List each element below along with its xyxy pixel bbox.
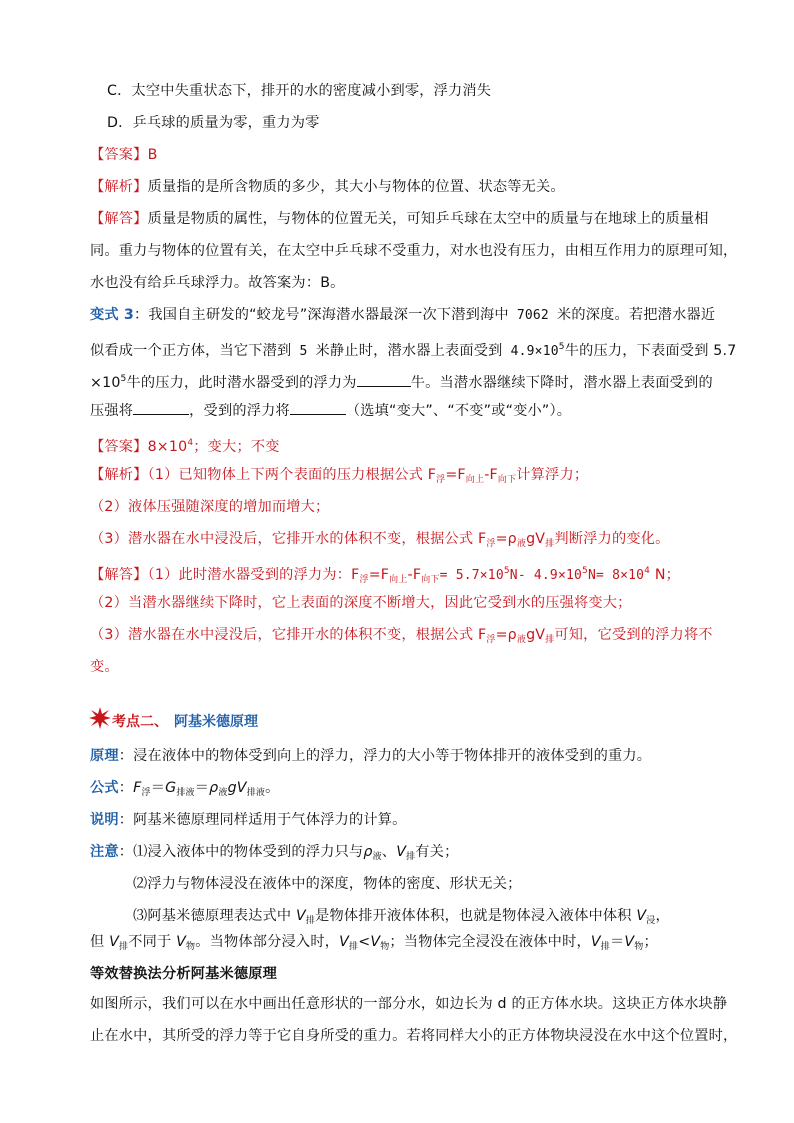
text: 牛。当潜水器继续下降时，潜水器上表面受到的 [410, 375, 713, 391]
text: V [370, 934, 381, 950]
text: 是物体排开液体体积，也就是物体浸入液体中体积 [315, 908, 632, 924]
answer-value: ；变大；不变 [193, 439, 280, 455]
text: ＝ [150, 780, 166, 796]
text: V [171, 934, 187, 950]
text: = 5.7×10 [439, 568, 504, 583]
text: ρ [209, 780, 219, 796]
text: N= 8×10 [587, 568, 645, 583]
text: ；当物体完全浸没在液体中时， [389, 934, 591, 950]
text: 向下 [497, 475, 517, 485]
text: V [396, 844, 407, 860]
variant3-answer-line [90, 433, 710, 457]
text: -F [407, 567, 422, 583]
variant3-line-4 [90, 401, 710, 421]
text: < [358, 934, 371, 950]
text: 有关； [415, 844, 459, 860]
text: 排 [545, 635, 555, 645]
text: ，受到的浮力将 [189, 403, 290, 419]
text: 浮 [141, 788, 151, 798]
text: 5 [120, 374, 127, 384]
answer-tag: 【答案】 [90, 439, 148, 455]
text: （选填“变大”、“不变”或“变小”）。 [345, 403, 572, 419]
solution-tag: 【解答】 [90, 211, 148, 227]
answer-blank-3[interactable] [290, 414, 346, 415]
text: =F [368, 567, 390, 583]
variant3-solution-2: （2）当潜水器继续下降时，它上表面的深度不断增大，因此它受到水的压强将变大； [90, 595, 632, 611]
text: 4.9×10 [502, 344, 559, 359]
text: V [590, 934, 601, 950]
text: 判断浮力的变化。 [554, 531, 670, 547]
text: ＝ [609, 934, 625, 950]
text: 米静止时，潜水器上表面受到 [315, 343, 503, 359]
principle-tag: 原理 [90, 748, 119, 764]
answer-tag: 【答案】 [90, 147, 148, 163]
text: ⑶阿基米德原理表达式中 [133, 908, 292, 924]
note-tag: 说明 [90, 812, 119, 828]
text: 。当物体部分浸入时， [195, 934, 340, 950]
answer-value: 4 [187, 438, 194, 448]
text: 似看成一个正方体，当它下潜到 [90, 343, 292, 359]
text: 、 [381, 844, 397, 860]
variant3-solution-3 [90, 625, 713, 650]
text: 浮 [486, 635, 496, 645]
text: ＝ [194, 780, 210, 796]
text: N； [650, 567, 681, 583]
text: （1）此时潜水器受到的浮力为：F [147, 567, 360, 583]
text: V [291, 908, 306, 924]
text: =ρ [495, 627, 517, 643]
text: 。 [265, 780, 280, 796]
text: 液 [516, 635, 527, 645]
text: 压强将 [90, 403, 134, 419]
text: 浸 [646, 916, 656, 926]
solution-line-3: 水也没有给乒乓球浮力。故答案为：B。 [90, 275, 345, 291]
text: ：浸在液体中的物体受到向上的浮力，浮力的大小等于物体排开的液体受到的重力。 [118, 748, 652, 764]
text: 5 [582, 566, 588, 576]
attention-line-3 [133, 906, 753, 931]
variant3-analysis-3 [90, 529, 710, 554]
text: 5 [291, 344, 316, 359]
answer-blank-1[interactable] [357, 386, 411, 387]
text: ： [118, 780, 134, 796]
burst-star-icon [89, 707, 111, 729]
text: ； [643, 934, 658, 950]
answer-line [90, 145, 710, 165]
paragraph-line-2: 止在水中，其所受的浮力等于它自身所受的重力。若将同样大小的正方体物块浸没在水中这个位置时， [90, 1028, 738, 1044]
solution-line-1 [90, 209, 710, 229]
text: 排 [600, 942, 610, 952]
text: 物 [186, 942, 196, 952]
analysis-tag: 【解析】 [90, 179, 148, 195]
text: ×10 [90, 375, 121, 391]
section-number: 考点二、 [112, 714, 168, 730]
text: 牛的压力，下表面受到 5.7 [564, 343, 737, 359]
text: （1）已知物体上下两个表面的压力根据公式 F [147, 467, 437, 483]
text: 排 [305, 916, 316, 926]
text: gV [526, 531, 546, 547]
text: 排 [119, 942, 129, 952]
text: 5 [503, 566, 510, 576]
text: V [339, 934, 350, 950]
text: ：我国自主研发的“蛟龙号”深海潜水器最深一次下潜到海中 [134, 307, 509, 323]
text: V [631, 908, 647, 924]
text: 排 [349, 942, 359, 952]
text: ：阿基米德原理同样适用于气体浮力的计算。 [118, 812, 407, 828]
variant3-analysis-2: （2）液体压强随深度的增加而增大； [90, 499, 330, 515]
text: （3）潜水器在水中浸没后，它排开水的体积不变，根据公式 F [90, 531, 487, 547]
text: 可知，它受到的浮力将不 [554, 627, 713, 643]
equivalent-method-heading: 等效替换法分析阿基米德原理 [90, 966, 278, 982]
text: 米的深度。若把潜水器近 [556, 307, 716, 323]
solution-tag: 【解答】 [90, 567, 148, 583]
text: =ρ [495, 531, 517, 547]
text: 排液 [246, 788, 266, 798]
text: gV [526, 627, 546, 643]
text: 5 [558, 342, 565, 352]
text: 向上 [465, 475, 485, 485]
text: 排 [545, 539, 555, 549]
attention-line-2: ⑵浮力与物体浸没在液体中的深度，物体的密度、形状无关； [133, 876, 522, 892]
text: 浮 [436, 475, 446, 485]
text: 但 [90, 934, 105, 950]
solution-text-1: 质量是物质的属性，与物体的位置无关，可知乒乓球在太空中的质量与在地球上的质量相 [147, 211, 709, 227]
text: 液 [516, 539, 527, 549]
formula-line [90, 778, 710, 803]
option-c: C．太空中失重状态下，排开的水的密度减小到零，浮力消失 [107, 83, 492, 99]
text: 物 [380, 942, 390, 952]
text: 牛的压力，此时潜水器受到的浮力为 [126, 375, 357, 391]
text: N- 4.9×10 [509, 568, 583, 583]
variant3-line-2 [90, 337, 737, 362]
text: 4 [644, 566, 651, 576]
text: F [133, 780, 142, 796]
variant3-analysis-1 [90, 465, 710, 490]
analysis-tag: 【解析】 [90, 467, 148, 483]
text: 浮 [359, 575, 369, 585]
text: ρ [363, 844, 373, 860]
analysis-text: 质量指的是所含物质的多少，其大小与物体的位置、状态等无关。 [147, 179, 565, 195]
text: =F [445, 467, 466, 483]
option-d: D．乒乓球的质量为零，重力为零 [107, 115, 320, 131]
text: 计算浮力； [516, 467, 589, 483]
analysis-line [90, 177, 710, 197]
text: 液 [372, 852, 382, 862]
principle-line [90, 746, 710, 766]
attention-tag: 注意 [90, 844, 119, 860]
text: -F [484, 467, 498, 483]
section-title: 阿基米德原理 [174, 714, 258, 730]
text: （3）潜水器在水中浸没后，它排开水的体积不变，根据公式 F [90, 627, 487, 643]
text: 向上 [389, 575, 408, 585]
text: gV [227, 780, 247, 796]
formula-tag: 公式 [90, 780, 119, 796]
text: ， [655, 908, 670, 924]
note-line [90, 810, 710, 830]
variant3-tag: 变式 3 [90, 307, 134, 323]
text: ：⑴浸入液体中的物体受到的浮力只与 [118, 844, 364, 860]
text: 浮 [486, 539, 496, 549]
variant3-line-1 [90, 305, 716, 326]
text: 排液 [176, 788, 195, 798]
text: G [165, 780, 177, 796]
text: 向下 [421, 575, 440, 585]
text: 不同于 [128, 934, 172, 950]
variant3-line-3 [90, 369, 713, 393]
answer-blank-2[interactable] [133, 414, 189, 415]
text: 物 [634, 942, 644, 952]
answer-value: 8×10 [147, 439, 188, 455]
variant3-solution-1 [90, 561, 710, 590]
solution-line-2: 同。重力与物体的位置有关，在太空中乒乓球不受重力，对水也没有压力，由相互作用力的原理可知， [90, 243, 738, 259]
attention-line-1 [90, 842, 710, 867]
variant3-solution-4: 变。 [90, 659, 119, 675]
text: V [104, 934, 120, 950]
answer-value: B [147, 147, 158, 163]
text: 7062 [508, 308, 557, 323]
text: 液 [218, 788, 228, 798]
paragraph-line-1: 如图所示，我们可以在水中画出任意形状的一部分水，如边长为 d 的正方体水块。这块正方体水块静 [90, 996, 728, 1012]
text: V [624, 934, 635, 950]
attention-line-4 [90, 932, 710, 957]
text: 排 [406, 852, 416, 862]
